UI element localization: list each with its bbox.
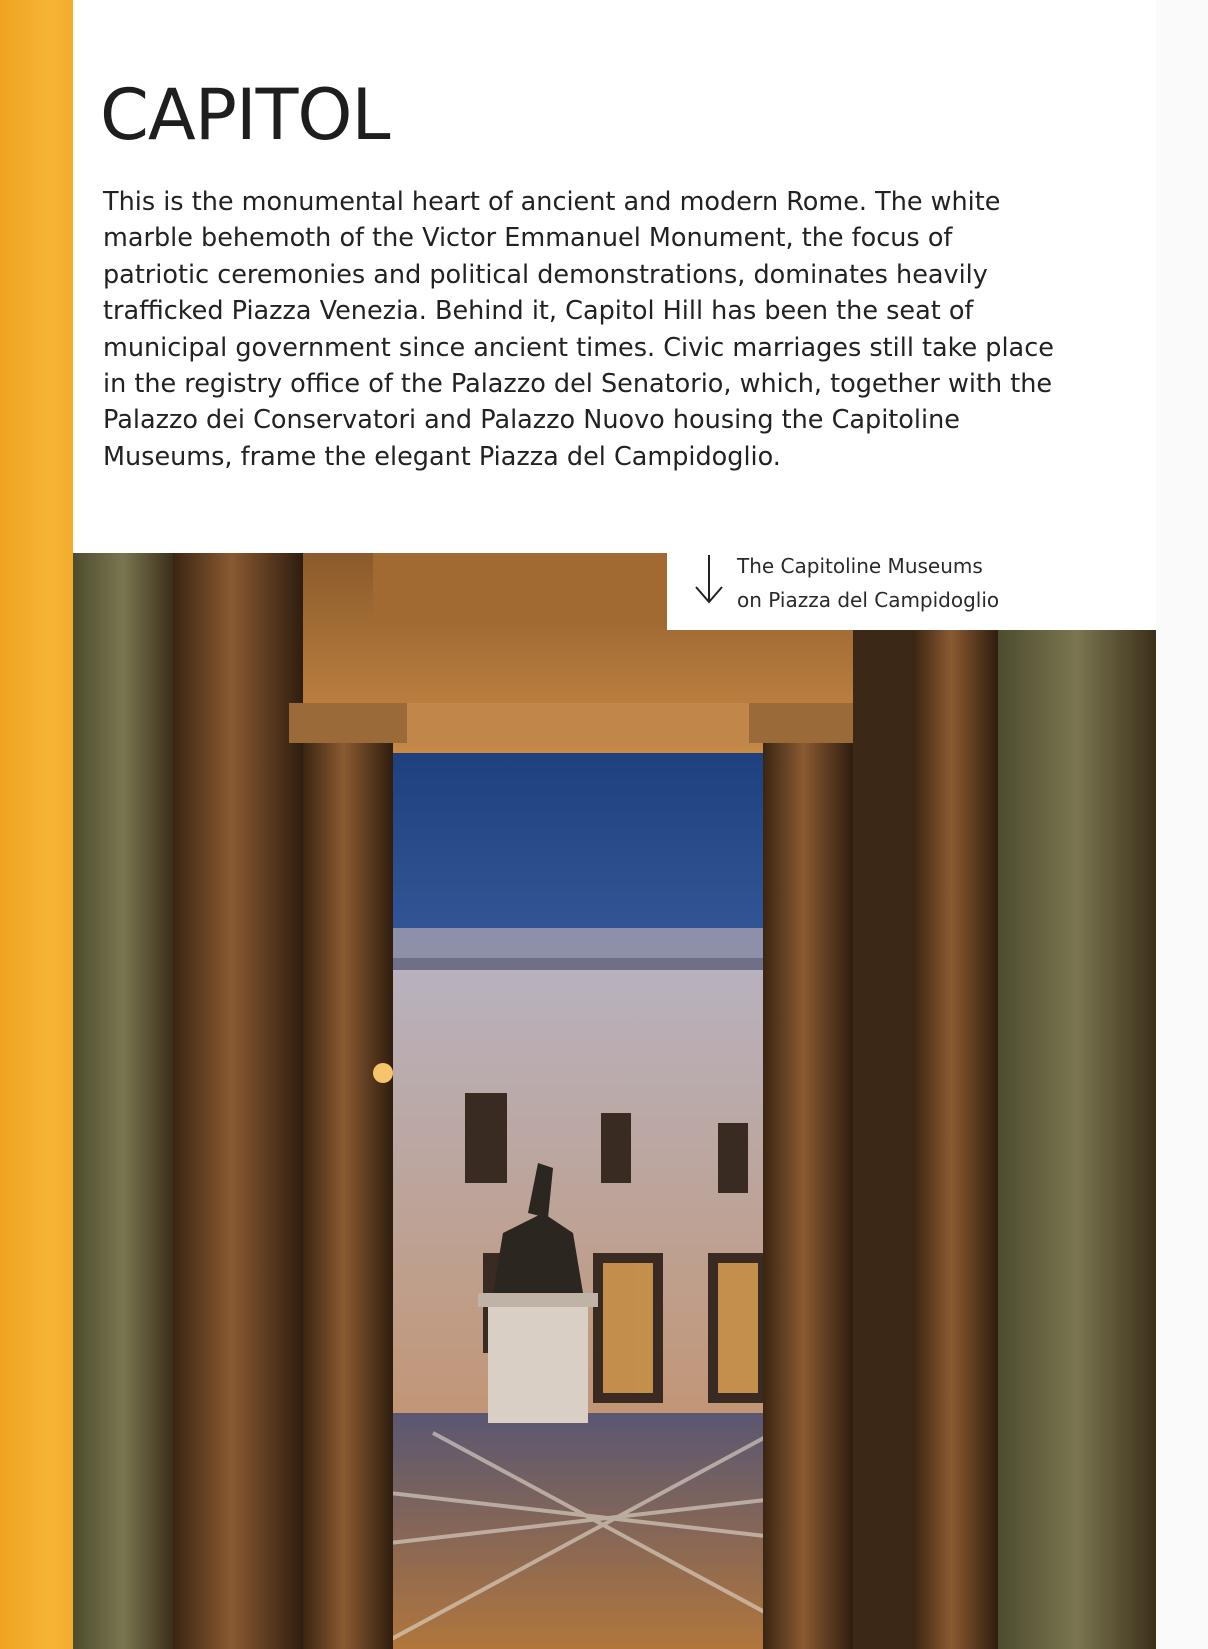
accent-sidebar xyxy=(0,0,73,1649)
arrow-down-icon xyxy=(692,553,726,605)
intro-paragraph: This is the monumental heart of ancient and modern Rome. The white marble behemoth of the Victor Emmanuel Monument, the focus of patriotic ceremonies and political demonstrations, dominates heavily trafficked Piazza Venezia. Behind it, Capitol Hill has been the seat of municipal government since ancient times. Civic marriages still take place in the registry office of the Palazzo del Senatorio, which, together with the Palazzo dei Conservatori and Palazzo Nuovo housing the Capitoline Museums, frame the elegant Piazza del Campidoglio. xyxy=(103,187,1054,472)
page-title: CAPITOL xyxy=(100,74,390,156)
caption-line-2: on Piazza del Campidoglio xyxy=(737,588,1000,612)
photo-caption xyxy=(737,549,1037,617)
page-edge xyxy=(1156,0,1208,1649)
capitoline-museums-photo xyxy=(73,553,1156,1649)
caption-line-1: The Capitoline Museums xyxy=(737,554,983,578)
photo-illustration xyxy=(73,553,1156,1649)
